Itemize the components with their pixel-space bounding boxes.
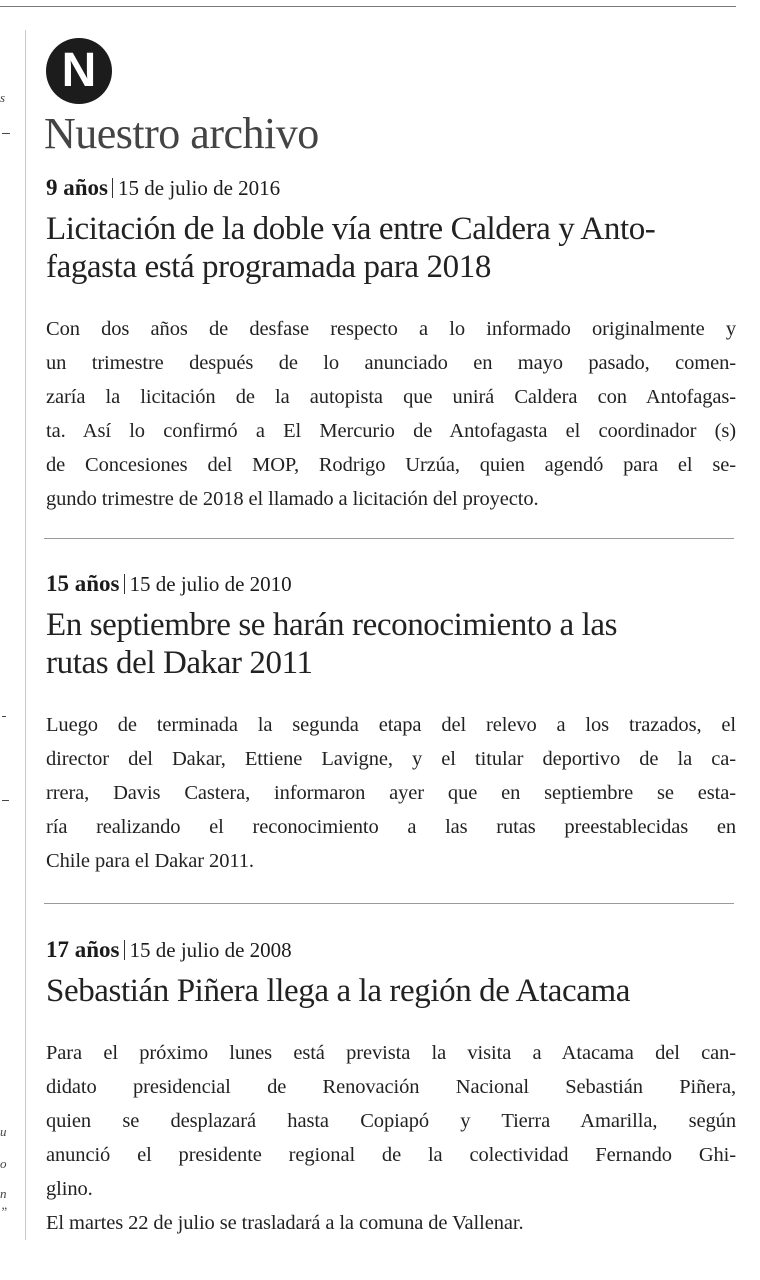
- entry-body: Con dos años de desfase respecto a lo informado originalmente y un trimestre después de lo anunciado en mayo pasado, comen- zaría la licitación de la autopista que unirá Caldera con Antofagas- ta. Así lo confirmó a El Mercurio de Antofagasta el coordinador (s) de Concesiones del MOP, Rodrigo Urzúa, quien agendó para el se- gundo trimestre de 2018 el llamado a licitación del proyecto.: [46, 318, 736, 510]
- entry-body: Para el próximo lunes está prevista la visita a Atacama del can- didato presidencial de Renovación Nacional Sebastián Piñera, quien se desplazará hasta Copiapó y Tierra Amarilla, según anunció el presidente regional de la colectividad Fernando Ghi- glino. El martes 22 de julio se trasladará a la comuna de Vallenar.: [46, 1042, 736, 1234]
- entry-divider: [44, 903, 734, 904]
- left-column-fragment-dash: [2, 716, 6, 717]
- entry-date: 15 de julio de 2008: [129, 938, 292, 962]
- left-column-fragment: u: [0, 1124, 7, 1139]
- entry-years: 9 años: [46, 175, 108, 200]
- meta-separator: [124, 574, 125, 594]
- meta-separator: [112, 178, 113, 198]
- entry-meta: [46, 174, 736, 202]
- entry-meta: [46, 936, 736, 964]
- entry-date: 15 de julio de 2010: [129, 572, 292, 596]
- archive-entry: [46, 570, 736, 878]
- entry-date: 15 de julio de 2016: [118, 176, 281, 200]
- entry-divider: [44, 538, 734, 539]
- meta-separator: [124, 940, 125, 960]
- section-logo-n: N: [46, 38, 112, 104]
- entry-meta: [46, 570, 736, 598]
- top-rule: [0, 6, 736, 7]
- left-column-fragment: n: [0, 1186, 7, 1201]
- entry-years: 17 años: [46, 937, 120, 962]
- left-column-fragment: s: [0, 90, 6, 105]
- section-title: Nuestro archivo: [44, 109, 319, 158]
- entry-headline: Sebastián Piñera llega a la región de Atacama: [46, 973, 631, 1009]
- entry-body: Luego de terminada la segunda etapa del relevo a los trazados, el director del Dakar, Ettiene Lavigne, y el titular deportivo de la ca- rrera, Davis Castera, informaron ayer que en septiembre se esta- ría realizando el reconocimiento a las rutas preestablecidas en Chile para el Dakar 2011.: [46, 714, 736, 872]
- entry-headline: Licitación de la doble vía entre Caldera y Anto- fagasta está programada para 2018: [46, 211, 656, 285]
- archive-entry: [46, 174, 736, 516]
- column-divider: [25, 30, 26, 1240]
- archive-entry: [46, 936, 736, 1240]
- left-column-fragment: ”: [0, 1204, 8, 1219]
- left-column-fragment-dash: [2, 133, 10, 134]
- left-column-fragment: o: [0, 1156, 7, 1171]
- left-column-fragment-dash: [2, 800, 9, 801]
- entry-headline: En septiembre se harán reconocimiento a las rutas del Dakar 2011: [46, 607, 618, 681]
- entry-years: 15 años: [46, 571, 120, 596]
